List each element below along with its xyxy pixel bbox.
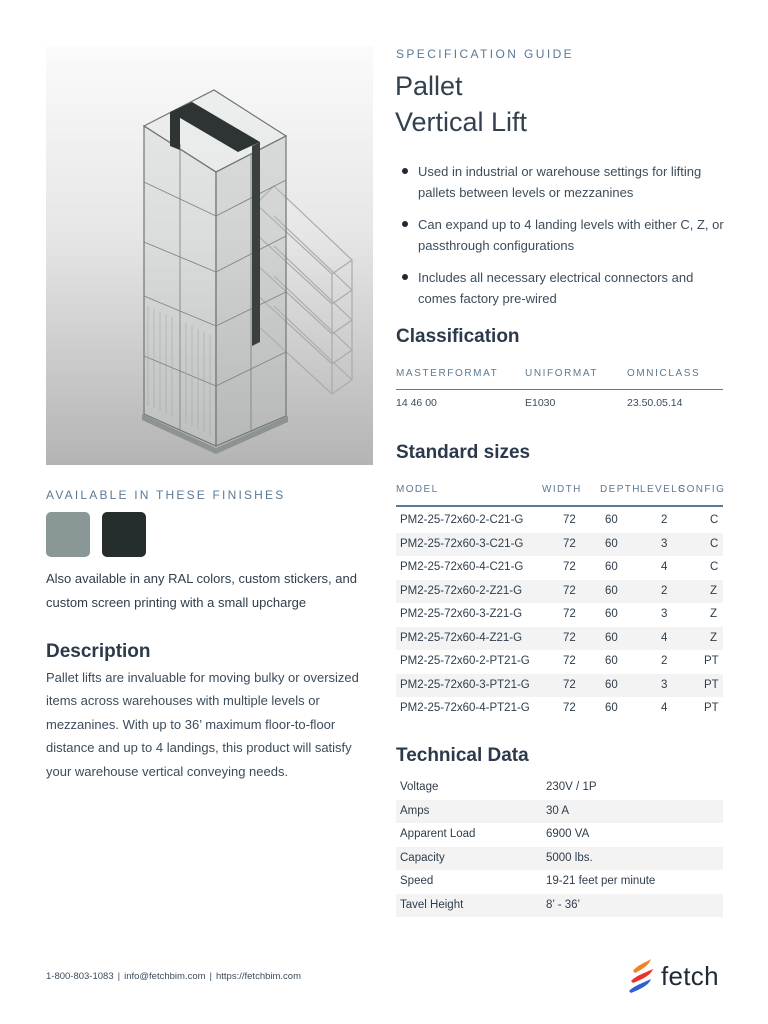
width-cell: 72 [563, 702, 576, 714]
config-cell: C [710, 537, 719, 550]
model-cell: PM2-25-72x60-4-Z21-G [400, 631, 523, 644]
uniformat-value: E1030 [525, 397, 556, 409]
col-uniformat: UNIFORMAT [525, 368, 599, 379]
fetch-logo[interactable] [627, 957, 727, 999]
levels-cell: 4 [661, 561, 668, 573]
tech-value: 6900 VA [546, 828, 590, 840]
model-cell: PM2-25-72x60-2-PT21-G [400, 655, 530, 667]
phone-link[interactable]: 1-800-803-1083 [46, 971, 114, 982]
description-heading: Description [46, 641, 151, 662]
table-row [396, 823, 723, 847]
model-cell: PM2-25-72x60-3-C21-G [400, 537, 524, 550]
config-cell: PT [704, 678, 719, 691]
depth-cell: 60 [605, 655, 618, 667]
finishes-note: Also available in any RAL colors, custom stickers, and custom screen printing with a small upcharge [46, 571, 357, 610]
title-line-2: Vertical Lift [395, 107, 528, 137]
table-row [396, 674, 723, 698]
table-row [396, 870, 723, 894]
col-width: WIDTH [542, 484, 582, 495]
masterformat-value: 14 46 00 [396, 397, 437, 409]
sizes-table-header [396, 484, 726, 507]
width-cell: 72 [563, 608, 576, 620]
width-cell: 72 [563, 514, 576, 526]
classification-row [396, 397, 723, 413]
footer-contact [46, 971, 301, 982]
col-depth: DEPTH [600, 484, 641, 495]
col-masterformat: MASTERFORMAT [396, 368, 499, 379]
table-row [396, 894, 723, 918]
table-row [396, 627, 723, 651]
tech-key: Apparent Load [400, 828, 476, 840]
width-cell: 72 [563, 655, 576, 667]
model-cell: PM2-25-72x60-4-PT21-G [400, 702, 530, 714]
feature-item: Includes all necessary electrical connectors and comes factory pre-wired [400, 267, 730, 309]
levels-cell: 2 [661, 514, 668, 526]
classification-heading: Classification [396, 326, 520, 347]
footer-separator: | [209, 971, 212, 982]
tech-key: Tavel Height [400, 898, 464, 911]
feature-item: Can expand up to 4 landing levels with either C, Z, or passthrough configurations [400, 214, 730, 256]
table-row [396, 509, 723, 533]
page-title [395, 68, 527, 140]
model-cell: PM2-25-72x60-2-Z21-G [400, 584, 523, 597]
config-cell: C [710, 514, 719, 526]
config-cell: Z [710, 608, 718, 620]
model-cell: PM2-25-72x60-2-C21-G [400, 514, 524, 526]
config-cell: Z [710, 631, 718, 644]
depth-cell: 60 [605, 608, 618, 620]
model-cell: PM2-25-72x60-4-C21-G [400, 561, 524, 573]
tech-value: 8’ - 36’ [546, 898, 581, 911]
spec-guide-label: SPECIFICATION GUIDE [396, 47, 575, 61]
tech-key: Capacity [400, 851, 445, 864]
classification-header [396, 368, 723, 390]
fetch-logo-icon [627, 957, 659, 999]
table-row [396, 580, 723, 604]
table-row [396, 697, 723, 721]
depth-cell: 60 [605, 584, 618, 597]
omniclass-value: 23.50.05.14 [627, 397, 683, 409]
table-row [396, 603, 723, 627]
levels-cell: 3 [661, 678, 668, 691]
levels-cell: 4 [661, 702, 668, 714]
tech-key: Amps [400, 804, 430, 817]
levels-cell: 3 [661, 537, 668, 550]
config-cell: PT [704, 702, 719, 714]
levels-cell: 2 [661, 584, 668, 597]
table-row [396, 650, 723, 674]
config-cell: C [710, 561, 719, 573]
tech-value: 19-21 feet per minute [546, 875, 656, 887]
description-text: Pallet lifts are invaluable for moving bulky or oversized items across warehouses with multiple levels or mezzanines. With up to 36’ maximum floor-to-floor distance and up to 4 landings, this product will satisfy your warehouse vertical conveying needs. [46, 670, 359, 779]
finishes-label: AVAILABLE IN THESE FINISHES [46, 488, 286, 502]
brand-name: fetch [661, 961, 719, 991]
finish-swatch-black[interactable] [102, 512, 146, 557]
width-cell: 72 [563, 561, 576, 573]
depth-cell: 60 [605, 678, 618, 691]
width-cell: 72 [563, 537, 576, 550]
config-cell: PT [704, 655, 719, 667]
depth-cell: 60 [605, 514, 618, 526]
finish-swatch-gray[interactable] [46, 512, 90, 557]
tech-value: 230V / 1P [546, 781, 597, 793]
depth-cell: 60 [605, 537, 618, 550]
standard-sizes-heading: Standard sizes [396, 442, 531, 463]
levels-cell: 4 [661, 631, 668, 644]
sizes-table [396, 509, 723, 721]
depth-cell: 60 [605, 702, 618, 714]
col-omniclass: OMNICLASS [627, 368, 701, 379]
email-link[interactable]: info@fetchbim.com [124, 971, 206, 982]
feature-list [400, 161, 730, 320]
depth-cell: 60 [605, 631, 618, 644]
title-line-1: Pallet [395, 71, 463, 101]
col-levels: LEVELS [640, 484, 687, 495]
width-cell: 72 [563, 631, 576, 644]
levels-cell: 3 [661, 608, 668, 620]
footer-separator: | [117, 971, 121, 982]
model-cell: PM2-25-72x60-3-PT21-G [400, 678, 530, 691]
feature-item: Used in industrial or warehouse settings for lifting pallets between levels or mezzanines [400, 161, 730, 203]
technical-data-heading: Technical Data [396, 745, 529, 766]
depth-cell: 60 [605, 561, 618, 573]
col-config: CONFIG [678, 484, 726, 495]
table-row [396, 556, 723, 580]
width-cell: 72 [563, 584, 576, 597]
pallet-lift-illustration [46, 46, 373, 465]
levels-cell: 2 [661, 655, 668, 667]
table-row [396, 533, 723, 557]
tech-key: Voltage [400, 781, 439, 793]
width-cell: 72 [563, 678, 576, 691]
model-cell: PM2-25-72x60-3-Z21-G [400, 608, 523, 620]
tech-value: 5000 lbs. [546, 851, 593, 864]
technical-data-table [396, 776, 723, 917]
tech-value: 30 A [546, 804, 570, 817]
config-cell: Z [710, 584, 718, 597]
product-image [46, 46, 373, 465]
table-row [396, 847, 723, 871]
website-link[interactable]: https://fetchbim.com [216, 971, 302, 982]
table-row [396, 776, 723, 800]
table-row [396, 800, 723, 824]
col-model: MODEL [396, 484, 439, 495]
tech-key: Speed [400, 875, 434, 887]
